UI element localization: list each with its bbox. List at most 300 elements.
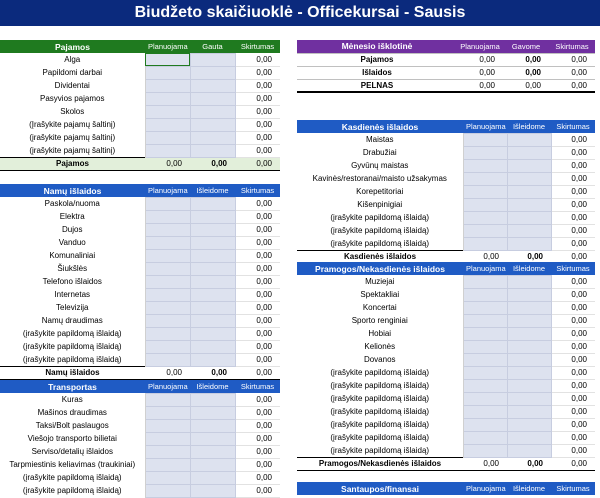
- row-label: Internetas: [0, 288, 145, 301]
- spent-cell[interactable]: [507, 275, 551, 288]
- diff-cell: 0,00: [235, 197, 280, 210]
- row-label: Gyvūnų maistas: [297, 159, 463, 172]
- diff-cell: 0,00: [551, 379, 595, 392]
- table-row: [0, 249, 280, 262]
- diff-cell: 0,00: [235, 275, 280, 288]
- diff-cell: 0,00: [235, 327, 280, 340]
- diff-value: 0,00: [549, 53, 595, 66]
- diff-cell: 0,00: [551, 418, 595, 431]
- table-row: [0, 144, 280, 157]
- spent-cell[interactable]: [190, 236, 235, 249]
- table-row: [0, 484, 280, 497]
- total-spent: 0,00: [507, 250, 551, 263]
- table-row: [0, 92, 280, 105]
- planned-cell[interactable]: [145, 66, 190, 79]
- planned-cell[interactable]: [463, 301, 507, 314]
- row-label: (įrašykite papildomą išlaidą): [0, 471, 145, 484]
- diff-cell: 0,00: [235, 484, 280, 497]
- col-spent: Išleidome: [507, 482, 551, 495]
- total-diff: 0,00: [551, 250, 595, 263]
- savings-header-row: [297, 482, 595, 495]
- savings-header: Santaupos/finansai: [297, 482, 463, 495]
- planned-cell[interactable]: [145, 144, 190, 157]
- actual-cell[interactable]: [190, 92, 235, 105]
- planned-cell[interactable]: [145, 353, 190, 366]
- planned-cell[interactable]: [463, 224, 507, 237]
- planned-cell[interactable]: [463, 288, 507, 301]
- diff-cell: 0,00: [235, 301, 280, 314]
- total-planned: 0,00: [463, 457, 507, 470]
- col-diff: Skirtumas: [235, 184, 280, 197]
- row-label: Televizija: [0, 301, 145, 314]
- summary-row-expenses: [297, 66, 595, 79]
- diff-cell: 0,00: [551, 237, 595, 250]
- summary-header-row: [297, 40, 595, 53]
- table-row: [0, 79, 280, 92]
- actual-cell[interactable]: [190, 131, 235, 144]
- table-row: [297, 431, 595, 444]
- diff-cell: 0,00: [551, 301, 595, 314]
- income-header-row: [0, 40, 280, 53]
- diff-value: 0,00: [549, 66, 595, 79]
- diff-cell: 0,00: [235, 249, 280, 262]
- row-label: Alga: [0, 53, 145, 66]
- diff-cell: 0,00: [551, 444, 595, 457]
- spent-cell[interactable]: [507, 146, 551, 159]
- row-label: Muziejai: [297, 275, 463, 288]
- row-label: Mašinos draudimas: [0, 406, 145, 419]
- table-row: [0, 419, 280, 432]
- row-label: Skolos: [0, 105, 145, 118]
- spent-cell[interactable]: [507, 301, 551, 314]
- row-label: Dividentai: [0, 79, 145, 92]
- table-row: [297, 288, 595, 301]
- spent-cell[interactable]: [190, 340, 235, 353]
- spent-cell[interactable]: [507, 172, 551, 185]
- planned-cell[interactable]: [145, 92, 190, 105]
- col-planned: Planuojama: [145, 380, 190, 393]
- summary-row-profit: [297, 79, 595, 92]
- entertainment-header: Pramogos/Nekasdienės išlaidos: [297, 262, 463, 275]
- diff-cell: 0,00: [551, 198, 595, 211]
- diff-cell: 0,00: [235, 471, 280, 484]
- table-row: [0, 327, 280, 340]
- spent-cell[interactable]: [190, 262, 235, 275]
- total-spent: 0,00: [190, 366, 235, 379]
- table-row: [297, 392, 595, 405]
- spent-cell[interactable]: [507, 353, 551, 366]
- table-row: [0, 458, 280, 471]
- spent-cell[interactable]: [507, 405, 551, 418]
- spent-cell[interactable]: [190, 223, 235, 236]
- summary-table: [297, 40, 595, 93]
- table-row: [297, 366, 595, 379]
- row-label: Išlaidos: [297, 66, 457, 79]
- total-label: Namų išlaidos: [0, 366, 145, 379]
- row-label: Kavinės/restoranai/maisto užsakymas: [297, 172, 463, 185]
- row-label: (įrašykite papildomą išlaidą): [0, 353, 145, 366]
- table-row: [297, 146, 595, 159]
- planned-cell[interactable]: [463, 444, 507, 457]
- entertainment-table: [297, 262, 595, 471]
- row-label: Komunaliniai: [0, 249, 145, 262]
- planned-cell[interactable]: [145, 118, 190, 131]
- planned-cell[interactable]: [145, 327, 190, 340]
- planned-cell[interactable]: [463, 405, 507, 418]
- row-label: (Įrašykite pajamų šaltinį): [0, 118, 145, 131]
- savings-table: [297, 482, 595, 495]
- total-spent: 0,00: [507, 457, 551, 470]
- spent-cell[interactable]: [190, 458, 235, 471]
- row-label: Dujos: [0, 223, 145, 236]
- row-label: PELNAS: [297, 79, 457, 92]
- spent-cell[interactable]: [190, 314, 235, 327]
- table-row: [0, 66, 280, 79]
- spent-cell[interactable]: [190, 393, 235, 406]
- diff-cell: 0,00: [551, 405, 595, 418]
- planned-cell[interactable]: [463, 379, 507, 392]
- diff-cell: 0,00: [551, 211, 595, 224]
- col-diff: Skirtumas: [235, 380, 280, 393]
- housing-total-row: [0, 366, 280, 379]
- col-spent: Išleidome: [190, 380, 235, 393]
- planned-cell[interactable]: [145, 197, 190, 210]
- transport-header-row: [0, 380, 280, 393]
- spent-cell[interactable]: [507, 379, 551, 392]
- row-label: (įrašykite papildomą išlaidą): [297, 237, 463, 250]
- actual-cell[interactable]: [190, 144, 235, 157]
- planned-cell[interactable]: [463, 340, 507, 353]
- housing-table: [0, 184, 280, 380]
- col-planned: Planuojama: [145, 184, 190, 197]
- spent-cell[interactable]: [507, 327, 551, 340]
- row-label: Telefono išlaidos: [0, 275, 145, 288]
- row-label: Serviso/detalių išlaidos: [0, 445, 145, 458]
- planned-cell[interactable]: [145, 105, 190, 118]
- planned-cell[interactable]: [145, 484, 190, 497]
- housing-header: Namų išlaidos: [0, 184, 145, 197]
- planned-value: 0,00: [457, 79, 503, 92]
- table-row: [0, 340, 280, 353]
- planned-value: 0,00: [457, 53, 503, 66]
- actual-cell[interactable]: [190, 118, 235, 131]
- col-actual: Gauta: [190, 40, 235, 53]
- diff-cell: 0,00: [551, 172, 595, 185]
- spent-cell[interactable]: [507, 185, 551, 198]
- diff-cell: 0,00: [235, 144, 280, 157]
- row-label: (įrašykite papildomą išlaidą): [297, 444, 463, 457]
- spent-cell[interactable]: [190, 445, 235, 458]
- row-label: (įrašykite pajamų šaltinį): [0, 131, 145, 144]
- diff-cell: 0,00: [551, 327, 595, 340]
- col-spent: Išleidome: [507, 120, 551, 133]
- spent-cell[interactable]: [190, 249, 235, 262]
- col-planned: Planuojama: [457, 40, 503, 53]
- table-row: [0, 105, 280, 118]
- spent-cell[interactable]: [507, 418, 551, 431]
- row-label: (įrašykite papildomą išlaidą): [297, 379, 463, 392]
- table-row: [297, 159, 595, 172]
- row-label: (įrašykite papildomą išlaidą): [297, 392, 463, 405]
- spent-cell[interactable]: [507, 198, 551, 211]
- planned-cell[interactable]: [463, 353, 507, 366]
- planned-cell[interactable]: [145, 458, 190, 471]
- diff-cell: 0,00: [551, 392, 595, 405]
- spent-cell[interactable]: [190, 197, 235, 210]
- row-label: Drabužiai: [297, 146, 463, 159]
- row-label: (įrašykite papildomą išlaidą): [297, 418, 463, 431]
- table-row: [0, 393, 280, 406]
- col-planned: Planuojama: [463, 262, 507, 275]
- diff-cell: 0,00: [235, 288, 280, 301]
- spent-cell[interactable]: [190, 471, 235, 484]
- planned-cell[interactable]: [463, 237, 507, 250]
- row-label: (įrašykite papildomą išlaidą): [297, 431, 463, 444]
- table-row: [297, 211, 595, 224]
- col-diff: Skirtumas: [551, 482, 595, 495]
- actual-cell[interactable]: [190, 105, 235, 118]
- planned-value: 0,00: [457, 66, 503, 79]
- diff-cell: 0,00: [235, 53, 280, 66]
- row-label: Kišenpinigiai: [297, 198, 463, 211]
- row-label: Papildomi darbai: [0, 66, 145, 79]
- table-row: [0, 262, 280, 275]
- planned-cell[interactable]: [145, 262, 190, 275]
- daily-header: Kasdienės išlaidos: [297, 120, 463, 133]
- spent-cell[interactable]: [507, 314, 551, 327]
- table-row: [297, 172, 595, 185]
- table-row: [297, 327, 595, 340]
- spent-cell[interactable]: [507, 211, 551, 224]
- planned-cell[interactable]: [145, 393, 190, 406]
- row-label: Hobiai: [297, 327, 463, 340]
- planned-cell[interactable]: [145, 471, 190, 484]
- row-label: Pasyvios pajamos: [0, 92, 145, 105]
- total-label: Pramogos/Nekasdienės išlaidos: [297, 457, 463, 470]
- spent-cell[interactable]: [190, 210, 235, 223]
- planned-cell[interactable]: [145, 445, 190, 458]
- table-row: [0, 445, 280, 458]
- planned-cell[interactable]: [463, 133, 507, 146]
- spent-cell[interactable]: [507, 366, 551, 379]
- spent-cell[interactable]: [507, 237, 551, 250]
- row-label: Sporto renginiai: [297, 314, 463, 327]
- page-title: Biudžeto skaičiuoklė - Officekursai - Sausis: [0, 0, 600, 26]
- spent-cell[interactable]: [190, 406, 235, 419]
- entertainment-header-row: [297, 262, 595, 275]
- col-spent: Išleidome: [507, 262, 551, 275]
- table-row: [0, 236, 280, 249]
- spent-cell[interactable]: [190, 288, 235, 301]
- row-label: Maistas: [297, 133, 463, 146]
- planned-cell[interactable]: [145, 432, 190, 445]
- table-row: [297, 379, 595, 392]
- spent-cell[interactable]: [190, 419, 235, 432]
- total-planned: 0,00: [463, 250, 507, 263]
- spent-cell[interactable]: [190, 275, 235, 288]
- col-planned: Planuojama: [463, 120, 507, 133]
- planned-cell[interactable]: [145, 223, 190, 236]
- row-label: Elektra: [0, 210, 145, 223]
- table-row: [297, 185, 595, 198]
- planned-cell[interactable]: [463, 198, 507, 211]
- diff-cell: 0,00: [235, 432, 280, 445]
- spent-cell[interactable]: [507, 431, 551, 444]
- diff-cell: 0,00: [235, 92, 280, 105]
- spent-cell[interactable]: [190, 327, 235, 340]
- table-row: [297, 237, 595, 250]
- planned-cell[interactable]: [145, 131, 190, 144]
- transport-header: Transportas: [0, 380, 145, 393]
- diff-cell: 0,00: [235, 419, 280, 432]
- table-row: [0, 406, 280, 419]
- row-label: Kuras: [0, 393, 145, 406]
- diff-cell: 0,00: [235, 79, 280, 92]
- table-row: [0, 210, 280, 223]
- planned-cell[interactable]: [145, 249, 190, 262]
- spent-cell[interactable]: [507, 133, 551, 146]
- row-label: Pajamos: [297, 53, 457, 66]
- planned-cell[interactable]: [463, 211, 507, 224]
- table-row: [297, 275, 595, 288]
- diff-cell: 0,00: [235, 131, 280, 144]
- planned-cell[interactable]: [463, 159, 507, 172]
- planned-cell[interactable]: [145, 210, 190, 223]
- diff-cell: 0,00: [551, 185, 595, 198]
- diff-cell: 0,00: [551, 224, 595, 237]
- planned-cell[interactable]: [145, 79, 190, 92]
- row-label: (įrašykite papildomą išlaidą): [297, 405, 463, 418]
- planned-cell[interactable]: [145, 53, 190, 66]
- diff-cell: 0,00: [551, 288, 595, 301]
- planned-cell[interactable]: [463, 314, 507, 327]
- spent-cell[interactable]: [507, 224, 551, 237]
- diff-cell: 0,00: [551, 314, 595, 327]
- table-row: [297, 418, 595, 431]
- table-row: [0, 288, 280, 301]
- table-row: [297, 353, 595, 366]
- row-label: Namų draudimas: [0, 314, 145, 327]
- spent-cell[interactable]: [190, 301, 235, 314]
- diff-cell: 0,00: [235, 262, 280, 275]
- spent-cell[interactable]: [190, 432, 235, 445]
- diff-cell: 0,00: [235, 353, 280, 366]
- diff-cell: 0,00: [551, 275, 595, 288]
- planned-cell[interactable]: [145, 340, 190, 353]
- planned-cell[interactable]: [463, 392, 507, 405]
- actual-cell[interactable]: [190, 66, 235, 79]
- spent-cell[interactable]: [507, 444, 551, 457]
- diff-cell: 0,00: [551, 431, 595, 444]
- col-received: Gavome: [503, 40, 549, 53]
- diff-cell: 0,00: [235, 458, 280, 471]
- spent-cell[interactable]: [190, 484, 235, 497]
- daily-table: [297, 120, 595, 264]
- table-row: [297, 340, 595, 353]
- spent-cell[interactable]: [507, 392, 551, 405]
- planned-cell[interactable]: [463, 172, 507, 185]
- row-label: Tarpmiestinis keliavimas (traukiniai): [0, 458, 145, 471]
- planned-cell[interactable]: [463, 366, 507, 379]
- actual-value: 0,00: [503, 53, 549, 66]
- table-row: [0, 118, 280, 131]
- planned-cell[interactable]: [463, 185, 507, 198]
- diff-cell: 0,00: [235, 223, 280, 236]
- planned-cell[interactable]: [463, 327, 507, 340]
- table-row: [0, 301, 280, 314]
- planned-cell[interactable]: [463, 146, 507, 159]
- diff-cell: 0,00: [235, 210, 280, 223]
- row-label: (įrašykite papildomą išlaidą): [0, 340, 145, 353]
- housing-header-row: [0, 184, 280, 197]
- diff-cell: 0,00: [235, 445, 280, 458]
- row-label: Šiukšlės: [0, 262, 145, 275]
- planned-cell[interactable]: [463, 275, 507, 288]
- spent-cell[interactable]: [507, 288, 551, 301]
- table-row: [297, 198, 595, 211]
- entertainment-total-row: [297, 457, 595, 470]
- table-row: [0, 53, 280, 66]
- table-row: [297, 133, 595, 146]
- total-label: Pajamos: [0, 157, 145, 170]
- planned-cell[interactable]: [145, 236, 190, 249]
- col-diff: Skirtumas: [235, 40, 280, 53]
- row-label: (įrašykite pajamų šaltinį): [0, 144, 145, 157]
- table-row: [297, 314, 595, 327]
- diff-cell: 0,00: [551, 159, 595, 172]
- planned-cell[interactable]: [145, 288, 190, 301]
- diff-cell: 0,00: [235, 105, 280, 118]
- table-row: [297, 444, 595, 457]
- row-label: Paskola/nuoma: [0, 197, 145, 210]
- col-spent: Išleidome: [190, 184, 235, 197]
- actual-cell[interactable]: [190, 53, 235, 66]
- total-planned: 0,00: [145, 366, 190, 379]
- col-diff: Skirtumas: [549, 40, 595, 53]
- planned-cell[interactable]: [145, 314, 190, 327]
- row-label: (įrašykite papildomą išlaidą): [297, 366, 463, 379]
- income-table: [0, 40, 280, 171]
- diff-cell: 0,00: [551, 340, 595, 353]
- spent-cell[interactable]: [190, 353, 235, 366]
- table-row: [297, 405, 595, 418]
- diff-cell: 0,00: [551, 146, 595, 159]
- diff-cell: 0,00: [235, 393, 280, 406]
- diff-cell: 0,00: [235, 236, 280, 249]
- spent-cell[interactable]: [507, 340, 551, 353]
- planned-cell[interactable]: [463, 431, 507, 444]
- planned-cell[interactable]: [145, 301, 190, 314]
- actual-cell[interactable]: [190, 79, 235, 92]
- diff-cell: 0,00: [235, 340, 280, 353]
- planned-cell[interactable]: [145, 275, 190, 288]
- diff-cell: 0,00: [235, 66, 280, 79]
- row-label: (įrašykite papildomą išlaidą): [0, 484, 145, 497]
- table-row: [0, 131, 280, 144]
- planned-cell[interactable]: [145, 406, 190, 419]
- col-diff: Skirtumas: [551, 120, 595, 133]
- row-label: (įrašykite papildomą išlaidą): [0, 327, 145, 340]
- table-row: [0, 314, 280, 327]
- planned-cell[interactable]: [145, 419, 190, 432]
- planned-cell[interactable]: [463, 418, 507, 431]
- spent-cell[interactable]: [507, 159, 551, 172]
- total-diff: 0,00: [551, 457, 595, 470]
- row-label: (įrašykite papildomą išlaidą): [297, 224, 463, 237]
- summary-row-income: [297, 53, 595, 66]
- total-label: Kasdienės išlaidos: [297, 250, 463, 263]
- table-row: [0, 432, 280, 445]
